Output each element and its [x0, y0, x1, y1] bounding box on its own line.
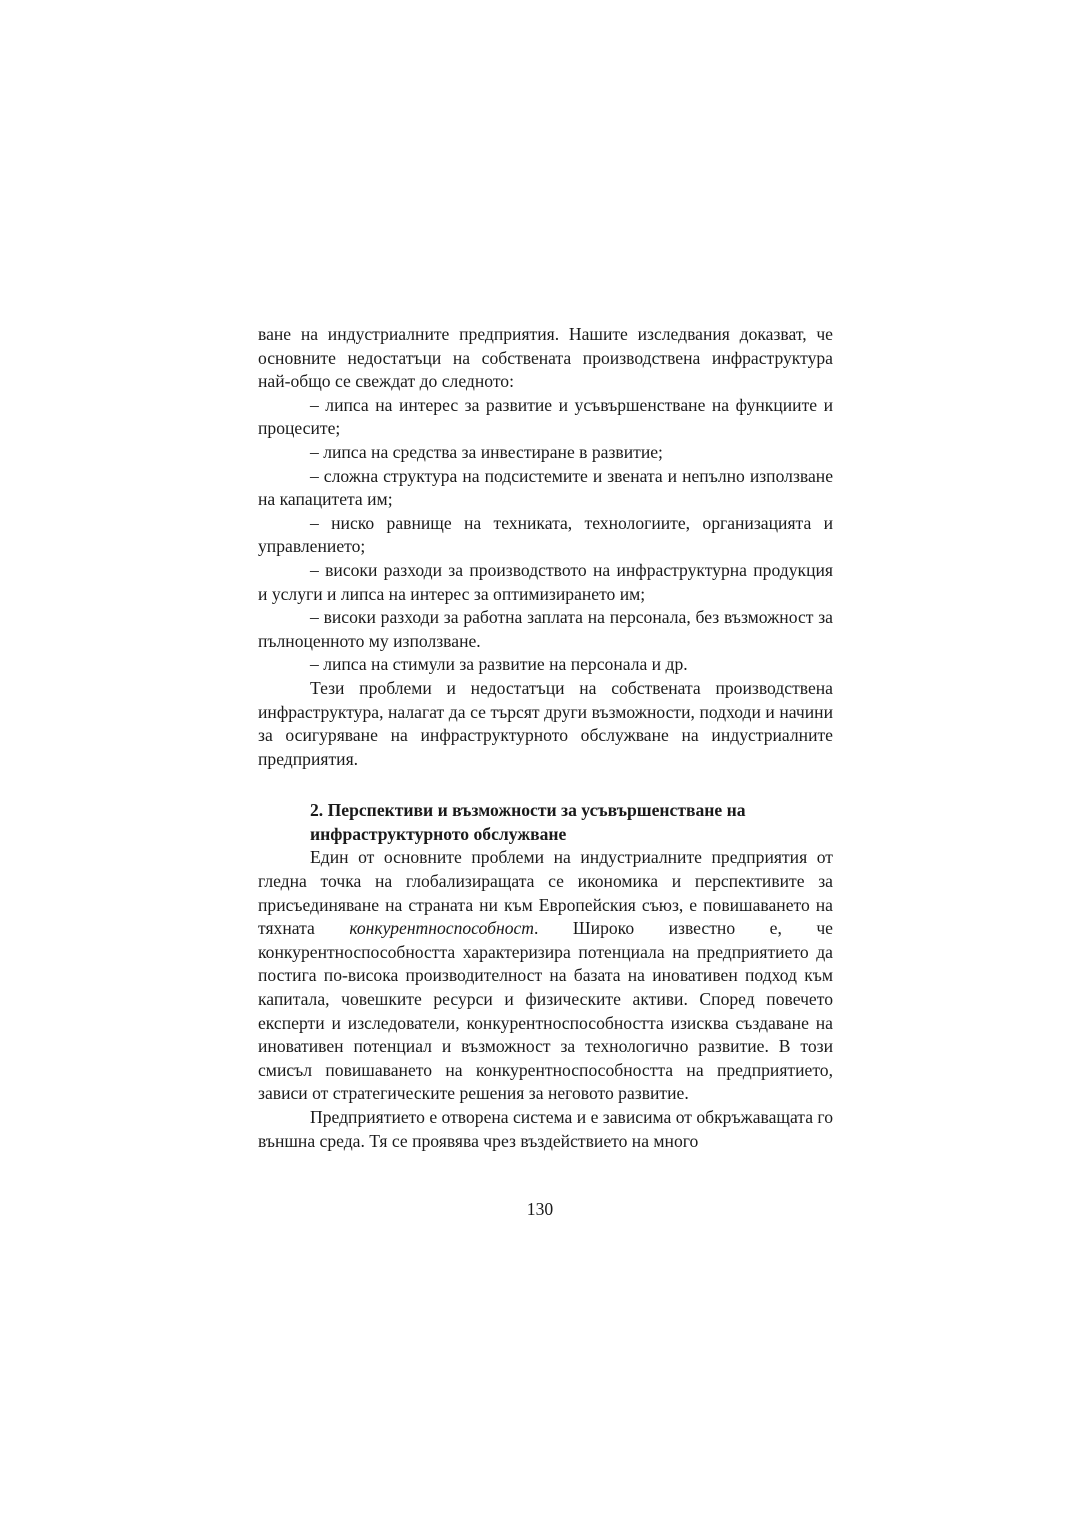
- section-paragraph-1: [258, 846, 833, 1106]
- page-number: 130: [526, 1199, 554, 1219]
- list-item: – липса на интерес за развитие и усъвършенстване на функциите и процесите;: [258, 394, 833, 439]
- list-item: – липса на средства за инвестиране в развитие;: [310, 441, 663, 462]
- section-paragraph-1-text-b: . Широко известно е, че конкурентноспособността характеризира потенциала на предприятието да постига по-висока производителност на базата на иновативен подход към капитала, човешките ресурси и физическите активи. Според повечето експерти и изследователи, конкурентноспособността изисква създаване на иновативен потенциал и възможност за технологично развитие. В този смисъл повишаването на конкурентноспособността на предприятието, зависи от стратегическите решения за неговото развитие.: [258, 918, 833, 1104]
- list-item: – сложна структура на подсистемите и звената и непълно използване на капацитета им;: [258, 465, 833, 510]
- list-item: – високи разходи за работна заплата на персонала, без възможност за пълноценното му използване.: [258, 607, 833, 651]
- list-item: – ниско равнище на техниката, технологиите, организацията и управлението;: [258, 512, 833, 557]
- section-heading-line-2: инфраструктурното обслужване: [310, 823, 567, 844]
- section-heading: [310, 799, 833, 846]
- section-heading-line-1: 2. Перспективи и възможности за усъвършенстване на: [310, 800, 746, 821]
- section-paragraph-1-text-a: Един от основните проблеми на индустриалните предприятия от гледна точка на глобализиращата се икономика и перспективите за присъединяване на страната ни към Европейския съюз, е повишаването на тяхната: [258, 847, 833, 939]
- section-paragraph-2: Предприятието е отворена система и е зависима от обкръжаващата го външна среда. Тя се проявява чрез въздействието на много: [258, 1107, 833, 1151]
- opening-paragraph: ване на индустриалните предприятия. Нашите изследвания доказват, че основните недостатъци на собствената производствена инфраструктура най-общо се свеждат до следното:: [258, 324, 833, 392]
- section-paragraph-1-emphasis: конкурентноспособност: [349, 918, 535, 939]
- page-body: [258, 323, 833, 1153]
- closing-paragraph: Тези проблеми и недостатъци на собствената производствена инфраструктура, налагат да се търсят други възможности, подходи и начини за осигуряване на инфраструктурното обслужване на индустриалните предприятия.: [258, 677, 833, 769]
- list-item: – липса на стимули за развитие на персонала и др.: [310, 654, 688, 675]
- list-item: – високи разходи за производството на инфраструктурна продукция и услуги и липса на интерес за оптимизирането им;: [258, 559, 833, 604]
